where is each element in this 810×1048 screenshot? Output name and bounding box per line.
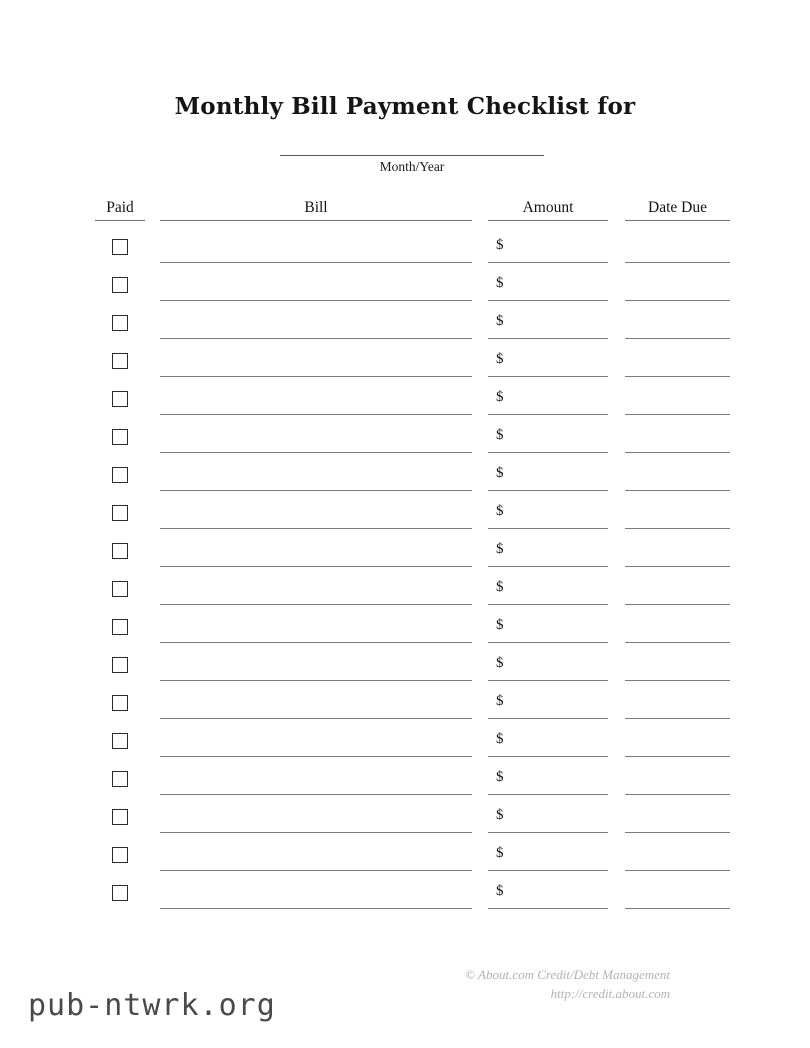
date-due-input[interactable] (625, 574, 730, 605)
currency-symbol: $ (496, 541, 504, 557)
table-row (0, 650, 810, 688)
bill-input[interactable] (160, 346, 472, 377)
table-row (0, 536, 810, 574)
paid-cell (95, 802, 145, 840)
bill-input[interactable] (160, 536, 472, 567)
paid-cell (95, 536, 145, 574)
paid-cell (95, 574, 145, 612)
paid-cell (95, 840, 145, 878)
amount-input[interactable] (488, 384, 608, 415)
paid-cell (95, 650, 145, 688)
paid-checkbox[interactable] (112, 391, 128, 407)
paid-checkbox[interactable] (112, 581, 128, 597)
bill-rows (0, 232, 810, 916)
watermark: pub-ntwrk.org (28, 988, 276, 1023)
currency-symbol: $ (496, 351, 504, 367)
date-due-input[interactable] (625, 346, 730, 377)
amount-input[interactable] (488, 422, 608, 453)
paid-checkbox[interactable] (112, 277, 128, 293)
bill-input[interactable] (160, 270, 472, 301)
bill-input[interactable] (160, 726, 472, 757)
currency-symbol: $ (496, 655, 504, 671)
date-due-input[interactable] (625, 878, 730, 909)
paid-cell (95, 726, 145, 764)
currency-symbol: $ (496, 617, 504, 633)
footer-copyright: © About.com Credit/Debt Management (465, 967, 670, 982)
paid-checkbox[interactable] (112, 315, 128, 331)
bill-input[interactable] (160, 460, 472, 491)
column-header-date-due: Date Due (625, 199, 730, 221)
bill-input[interactable] (160, 650, 472, 681)
bill-input[interactable] (160, 384, 472, 415)
date-due-input[interactable] (625, 688, 730, 719)
date-due-input[interactable] (625, 726, 730, 757)
paid-checkbox[interactable] (112, 771, 128, 787)
table-row (0, 384, 810, 422)
month-year-label: Month/Year (379, 159, 445, 174)
date-due-input[interactable] (625, 612, 730, 643)
bill-input[interactable] (160, 612, 472, 643)
table-row (0, 688, 810, 726)
bill-input[interactable] (160, 840, 472, 871)
table-row (0, 802, 810, 840)
bill-input[interactable] (160, 498, 472, 529)
currency-symbol: $ (496, 845, 504, 861)
paid-checkbox[interactable] (112, 239, 128, 255)
month-year-input-line[interactable] (280, 155, 544, 156)
paid-checkbox[interactable] (112, 733, 128, 749)
paid-cell (95, 384, 145, 422)
table-row (0, 346, 810, 384)
date-due-input[interactable] (625, 650, 730, 681)
amount-input[interactable] (488, 346, 608, 377)
amount-input[interactable] (488, 232, 608, 263)
bill-input[interactable] (160, 422, 472, 453)
paid-checkbox[interactable] (112, 429, 128, 445)
paid-checkbox[interactable] (112, 885, 128, 901)
paid-checkbox[interactable] (112, 847, 128, 863)
bill-input[interactable] (160, 574, 472, 605)
amount-input[interactable] (488, 802, 608, 833)
amount-input[interactable] (488, 308, 608, 339)
footer-url: http://credit.about.com (550, 985, 670, 1001)
table-row (0, 726, 810, 764)
amount-input[interactable] (488, 726, 608, 757)
column-header-bill: Bill (160, 199, 472, 221)
amount-input[interactable] (488, 878, 608, 909)
table-row (0, 574, 810, 612)
amount-input[interactable] (488, 612, 608, 643)
amount-input[interactable] (488, 650, 608, 681)
currency-symbol: $ (496, 313, 504, 329)
paid-cell (95, 764, 145, 802)
table-row (0, 270, 810, 308)
paid-cell (95, 612, 145, 650)
bill-input[interactable] (160, 308, 472, 339)
amount-input[interactable] (488, 498, 608, 529)
page-title: Monthly Bill Payment Checklist for (174, 93, 636, 120)
paid-checkbox[interactable] (112, 619, 128, 635)
paid-checkbox[interactable] (112, 657, 128, 673)
table-row (0, 878, 810, 916)
paid-checkbox[interactable] (112, 809, 128, 825)
bill-input[interactable] (160, 878, 472, 909)
column-header-paid: Paid (95, 199, 145, 221)
table-row (0, 460, 810, 498)
date-due-input[interactable] (625, 536, 730, 567)
amount-input[interactable] (488, 764, 608, 795)
date-due-input[interactable] (625, 308, 730, 339)
table-row (0, 422, 810, 460)
month-year-field[interactable] (280, 155, 544, 175)
paid-cell (95, 308, 145, 346)
bill-input[interactable] (160, 688, 472, 719)
currency-symbol: $ (496, 237, 504, 253)
currency-symbol: $ (496, 883, 504, 899)
paid-cell (95, 878, 145, 916)
table-row (0, 612, 810, 650)
date-due-input[interactable] (625, 422, 730, 453)
table-row (0, 232, 810, 270)
bill-input[interactable] (160, 764, 472, 795)
amount-input[interactable] (488, 460, 608, 491)
date-due-input[interactable] (625, 384, 730, 415)
paid-cell (95, 270, 145, 308)
currency-symbol: $ (496, 731, 504, 747)
column-header-amount: Amount (488, 199, 608, 221)
amount-input[interactable] (488, 270, 608, 301)
footer-credit (380, 966, 670, 1004)
paid-cell (95, 346, 145, 384)
amount-input[interactable] (488, 536, 608, 567)
currency-symbol: $ (496, 579, 504, 595)
paid-checkbox[interactable] (112, 353, 128, 369)
paid-checkbox[interactable] (112, 543, 128, 559)
date-due-input[interactable] (625, 232, 730, 263)
paid-checkbox[interactable] (112, 505, 128, 521)
currency-symbol: $ (496, 275, 504, 291)
table-row (0, 498, 810, 536)
paid-checkbox[interactable] (112, 695, 128, 711)
date-due-input[interactable] (625, 460, 730, 491)
date-due-input[interactable] (625, 764, 730, 795)
table-row (0, 764, 810, 802)
table-row (0, 840, 810, 878)
date-due-input[interactable] (625, 270, 730, 301)
paid-checkbox[interactable] (112, 467, 128, 483)
table-row (0, 308, 810, 346)
currency-symbol: $ (496, 389, 504, 405)
currency-symbol: $ (496, 427, 504, 443)
amount-input[interactable] (488, 688, 608, 719)
currency-symbol: $ (496, 769, 504, 785)
paid-cell (95, 232, 145, 270)
date-due-input[interactable] (625, 840, 730, 871)
paid-cell (95, 422, 145, 460)
currency-symbol: $ (496, 503, 504, 519)
currency-symbol: $ (496, 807, 504, 823)
date-due-input[interactable] (625, 802, 730, 833)
date-due-input[interactable] (625, 498, 730, 529)
bill-input[interactable] (160, 232, 472, 263)
paid-cell (95, 460, 145, 498)
paid-cell (95, 498, 145, 536)
amount-input[interactable] (488, 574, 608, 605)
amount-input[interactable] (488, 840, 608, 871)
paid-cell (95, 688, 145, 726)
bill-input[interactable] (160, 802, 472, 833)
currency-symbol: $ (496, 465, 504, 481)
currency-symbol: $ (496, 693, 504, 709)
